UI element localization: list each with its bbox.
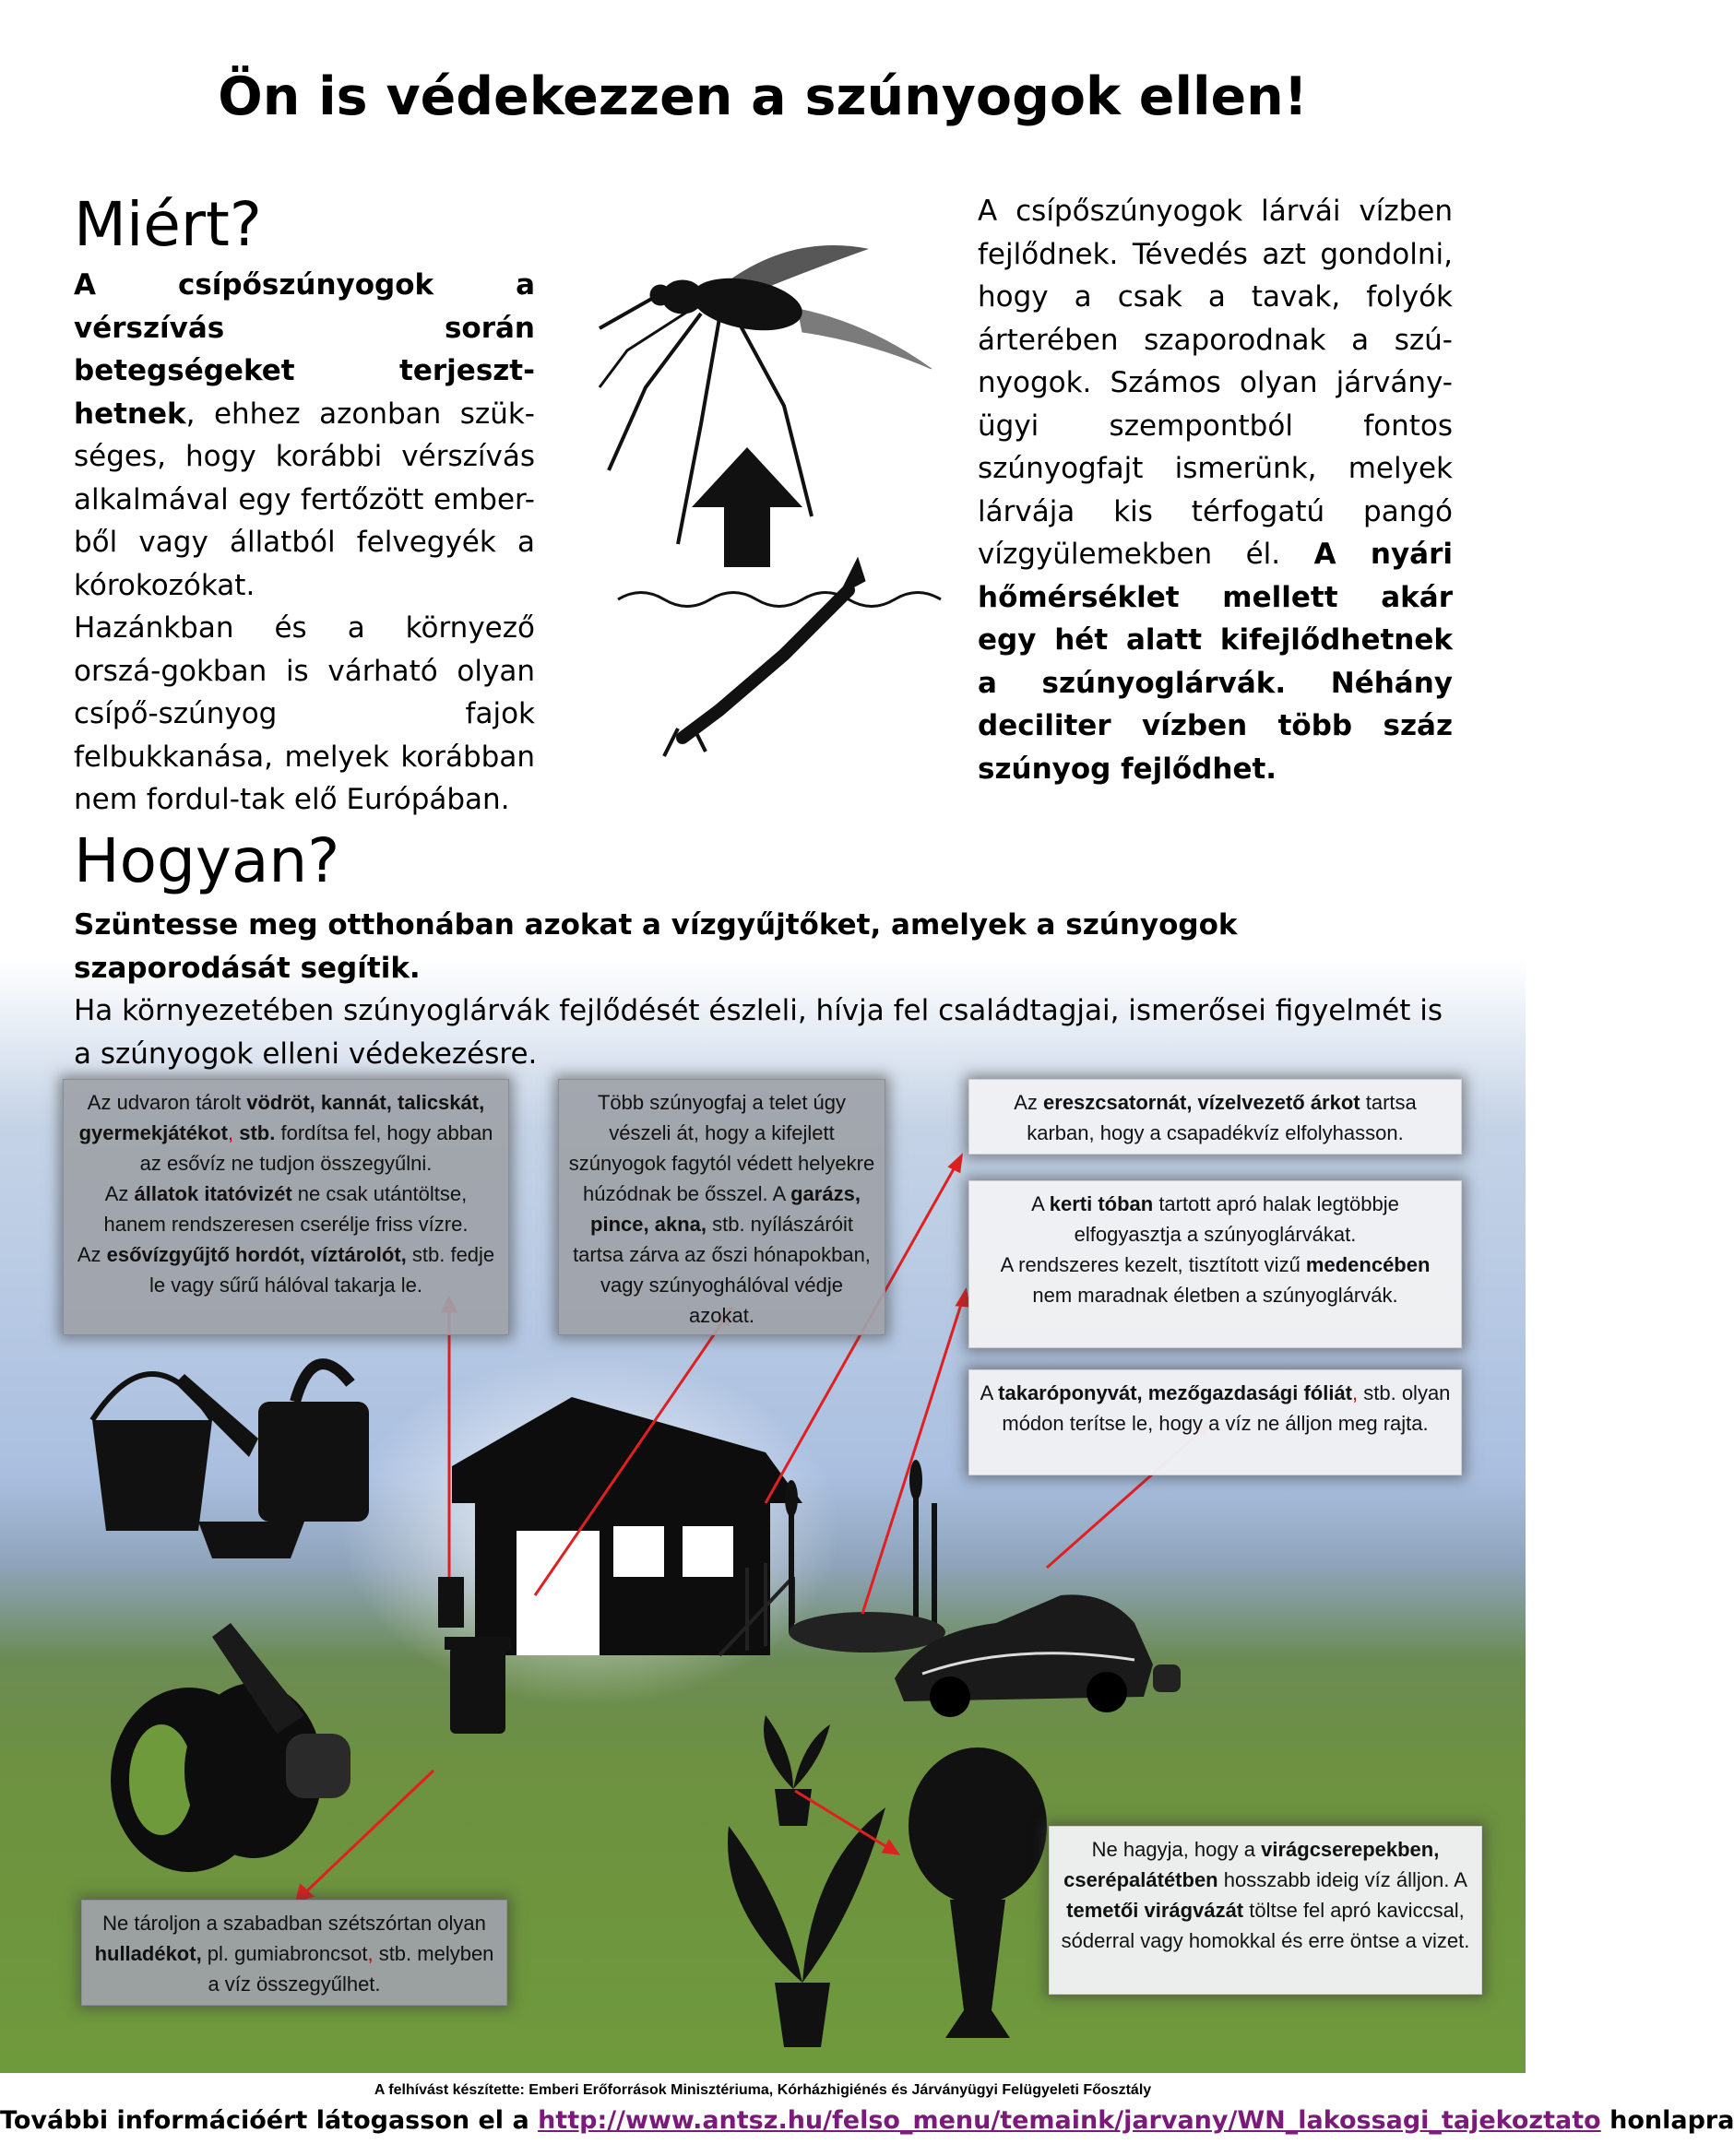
pond-text-3: A rendszeres kezelt, tisztított vizű [1000,1253,1306,1276]
cemetery-vase-icon [909,1747,1047,2038]
tarp-text-1: A [980,1381,999,1404]
flowerpot-note [1049,1826,1482,1995]
winter-text-2: stb. nyílászáróit tartsa zárva az őszi hónapokban, vagy szúnyoghálóval védje azokat. [573,1213,871,1327]
pots-bold-2: temetői virágvázát [1066,1899,1244,1922]
large-plant-icon [728,1807,885,2047]
yard-bold-4: esővízgyűjtő hordót, víztárolót, [106,1243,407,1266]
why-bold-lead: A csípőszúnyogok a vérszívás során betegségeket terjeszt-hetnek [74,268,535,431]
pond-bold-1: kerti tóban [1049,1192,1154,1215]
more-info-line [0,2106,1734,2135]
waste-note [81,1900,507,2006]
rain-barrel-icon [438,1577,464,1628]
mosquito-lifecycle-illustration [590,240,968,756]
yard-bold-2: stb. [233,1121,276,1144]
potted-plant-icon [764,1715,830,1826]
winter-text-1: Több szúnyogfaj a telet úgy vészeli át, hogy a kifejlett szúnyogok fagytól védett helyekre húzódnak be ősszel. A [568,1091,875,1205]
yard-text-3: Az [104,1182,135,1205]
yard-red-comma: , [228,1121,234,1144]
why-paragraph-1-rest: , ehhez azonban szük-séges, hogy korábbi vérszívás alkalmával egy fertőzött ember-ből vagy állatból felvegyék a kórokozókat. [74,397,535,602]
antsz-link[interactable]: http://www.antsz.hu/felso_menu/temaink/jarvany/WN_lakossagi_tajekoztato [538,2106,1601,2135]
why-paragraph-1 [74,264,535,607]
trash-bin-icon [445,1637,511,1734]
how-text [74,904,1453,1075]
tire-roll-icon [1153,1664,1181,1692]
why-left-text [74,264,535,822]
yard-bold-3: állatok itatóvizét [134,1182,292,1205]
footer-credit: A felhívást készítette: Emberi Erőforrások Minisztériuma, Kórházhigiénés és Járványügyi Felügyeleti Főosztály [374,2082,1152,2098]
pots-text-2: hosszabb ideig víz álljon. A [1217,1868,1467,1891]
gutter-text-2: tartsa karban, hogy a csapadékvíz elfolyhasson. [1027,1091,1417,1144]
gutter-bold-1: ereszcsatornát, vízelvezető árkot [1043,1091,1360,1114]
how-normal-line: Ha környezetében szúnyoglárvák fejlődését észleli, hívja fel családtagjai, ismerősei figyelmét is a szúnyogok elleni védekezésre. [74,994,1443,1071]
pond-text-1: A [1031,1192,1050,1215]
pond-pool-note [968,1180,1462,1348]
waste-text-3: stb. melyben a víz összegyűlhet. [208,1942,494,1996]
larva-paragraph [978,190,1453,790]
pots-bold-1: virágcserepekben, cserépalátétben [1063,1838,1440,1891]
tarp-red-comma: , [1352,1381,1359,1404]
more-info-prefix: További információért látogasson el a [0,2106,539,2135]
waste-red-comma: , [367,1942,374,1965]
pond-text-4: nem maradnak életben a szúnyoglárvák. [1032,1284,1398,1307]
winter-shelter-note [558,1079,885,1335]
yard-text-4: ne csak utántöltse, hanem rendszeresen cserélje friss vízre. [103,1182,469,1236]
yard-text-1: Az udvaron tárolt [87,1091,247,1114]
how-heading: Hogyan? [74,825,340,896]
yard-text-2: fordítsa fel, hogy abban az esővíz ne tudjon összegyűlni. [139,1121,493,1175]
why-paragraph-2: Hazánkban és a környező orszá-gokban is várható olyan csípő-szúnyog fajok felbukkanása, melyek korábban nem fordul-tak elő Európában. [74,611,535,816]
more-info-suffix: honlapra [1600,2106,1734,2135]
pots-text-1: Ne hagyja, hogy a [1091,1838,1262,1861]
larva-icon [664,558,865,756]
yard-containers-note [63,1079,509,1335]
yard-text-5: Az [77,1243,107,1266]
yard-text-6: stb. fedje le vagy sűrű hálóval takarja le. [149,1243,495,1297]
gutter-text-1: Az [1014,1091,1044,1114]
gutter-note [968,1079,1462,1155]
jar-icon [286,1734,350,1798]
larva-bold-text: A nyári hőmérséklet mellett akár egy hét alatt kifejlődhetnek a szúnyoglárvák. Néhány deciliter vízben több száz szúnyog fejlődhet. [978,538,1453,786]
winter-bold-1: garázs, pince, akna, [590,1182,861,1236]
why-heading: Miért? [74,189,262,260]
tarp-note [968,1369,1462,1475]
garden-pond-icon [789,1612,945,1653]
tarp-text-2: stb. olyan módon terítse le, hogy a víz ne álljon meg rajta. [1002,1381,1451,1435]
yard-bold-1: vödröt, kannát, talicskát, gyermekjátékot [78,1091,485,1144]
waste-bold-1: hulladékot, [94,1942,202,1965]
water-surface-icon [618,593,941,607]
larva-normal-text: A csípőszúnyogok lárvái vízben fejlődnek. Tévedés azt gondolni, hogy a csak a tavak, folyók árterében szaporodnak a szú-nyogok. Számos olyan járvány-ügyi szempontból fontos szúnyogfajt ismerünk, melyek lárvája kis térfogatú pangó vízgyülemekben él. [978,195,1453,571]
arrow-up-icon [692,447,802,567]
pond-bold-2: medencében [1305,1253,1431,1276]
tarp-bold-1: takaróponyvát, mezőgazdasági fóliát [998,1381,1353,1404]
pond-text-2: tartott apró halak legtöbbje elfogyasztja a szúnyoglárvákat. [1074,1192,1399,1246]
how-paragraph [74,904,1453,1075]
waste-text-2: pl. gumiabroncsot [201,1942,368,1965]
pots-text-3: töltse fel apró kaviccsal, sóderral vagy homokkal és erre öntse a vizet. [1061,1899,1470,1952]
waste-text-1: Ne tároljon a szabadban szétszórtan olyan [102,1912,486,1935]
why-right-text [978,190,1453,790]
page-title: Ön is védekezzen a szúnyogok ellen! [218,66,1308,127]
how-bold-line: Szüntesse meg otthonában azokat a vízgyűjtőket, amelyek a szúnyogok szaporodását segítik. [74,908,1238,985]
pet-bowl-icon [198,1522,304,1558]
